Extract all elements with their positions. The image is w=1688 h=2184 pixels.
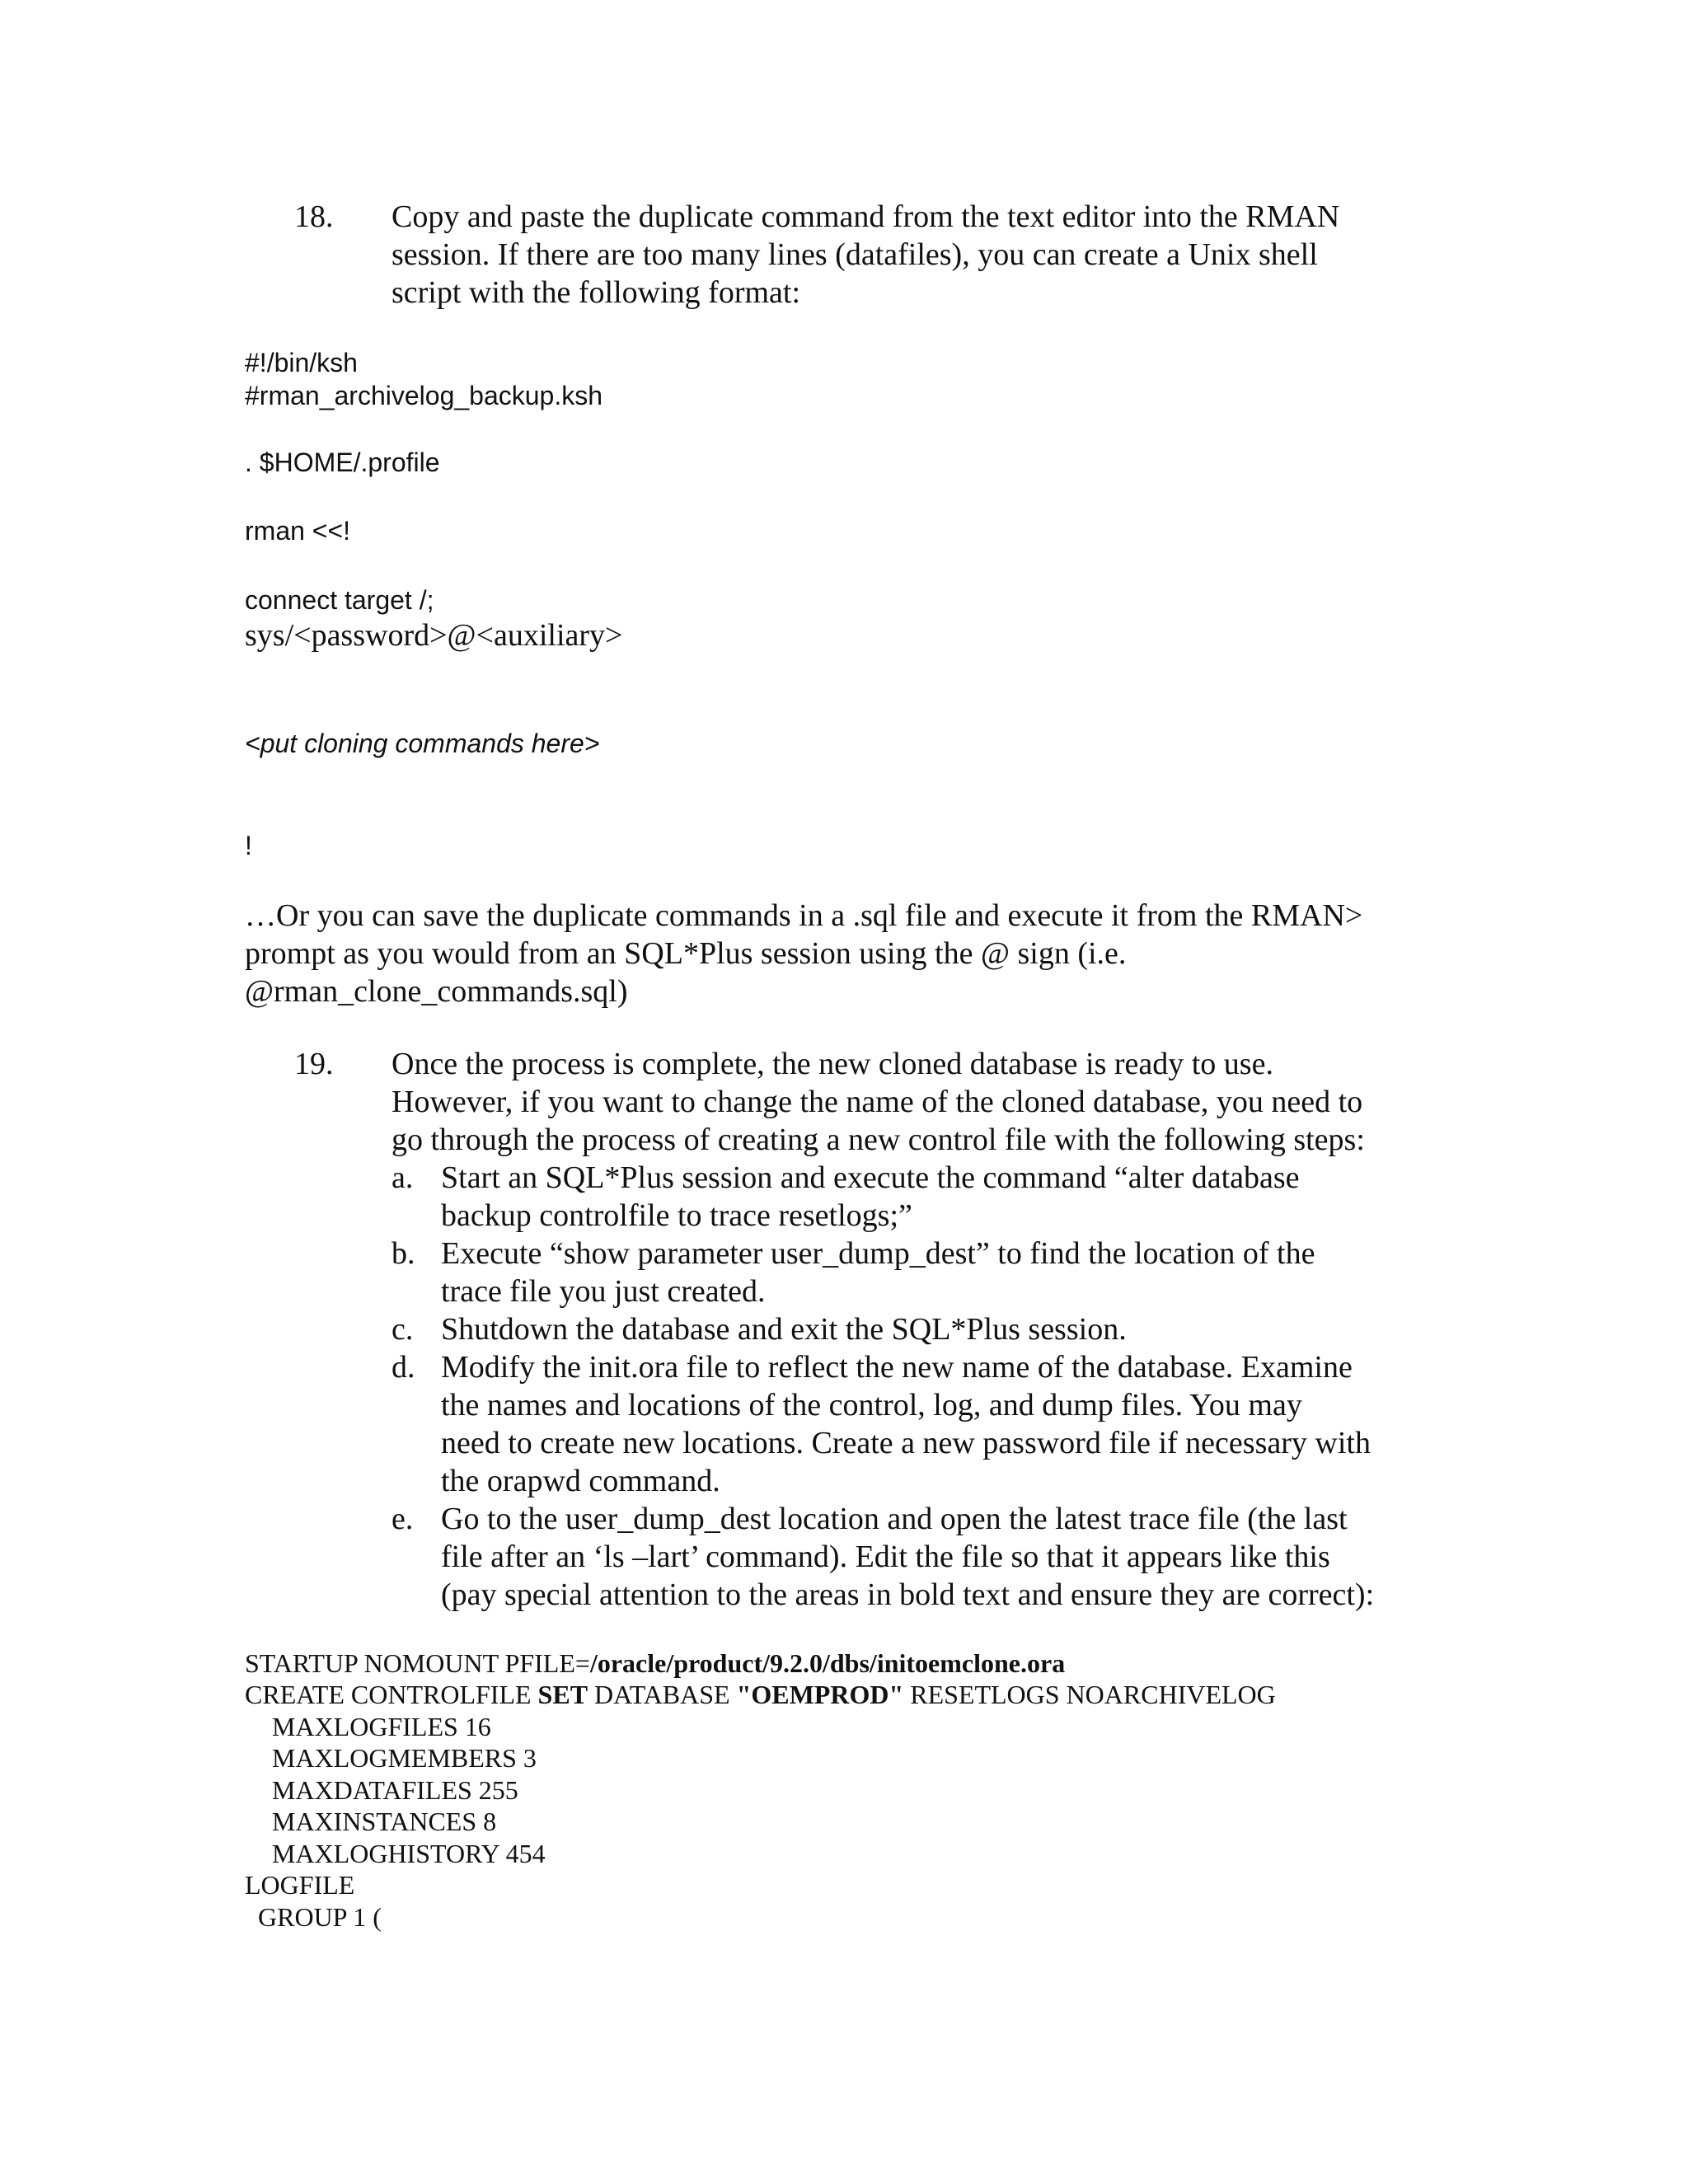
script-rman: rman <<! bbox=[245, 516, 351, 546]
substep-b-letter: b. bbox=[392, 1236, 415, 1271]
substep-b-line-2: trace file you just created. bbox=[441, 1274, 766, 1309]
script-comment: #rman_archivelog_backup.ksh bbox=[245, 381, 603, 410]
or-paragraph-line-1: …Or you can save the duplicate commands in a .sql file and execute it from the RMAN> bbox=[245, 898, 1363, 933]
substep-e-line-1: Go to the user_dump_dest location and open the latest trace file (the last bbox=[441, 1502, 1348, 1536]
step-19-line-3: go through the process of creating a new control file with the following steps: bbox=[392, 1122, 1365, 1157]
sql-create-dbname: "OEMPROD" bbox=[736, 1680, 904, 1709]
substep-a-line-1: Start an SQL*Plus session and execute the command “alter database bbox=[441, 1160, 1300, 1195]
sql-maxinstances: MAXINSTANCES 8 bbox=[272, 1807, 497, 1836]
sql-maxlogfiles: MAXLOGFILES 16 bbox=[272, 1712, 491, 1741]
substep-c-line-1: Shutdown the database and exit the SQL*Plus session. bbox=[441, 1312, 1127, 1347]
sql-maxlogmembers: MAXLOGMEMBERS 3 bbox=[272, 1743, 537, 1773]
sql-create-suffix: RESETLOGS NOARCHIVELOG bbox=[903, 1680, 1276, 1709]
substep-e-line-2: file after an ‘ls –lart’ command). Edit the file so that it appears like this bbox=[441, 1540, 1330, 1574]
substep-d-line-3: need to create new locations. Create a new password file if necessary with bbox=[441, 1426, 1371, 1460]
or-paragraph-line-3: @rman_clone_commands.sql) bbox=[245, 974, 628, 1009]
script-profile: . $HOME/.profile bbox=[245, 448, 440, 477]
script-connect: connect target /; bbox=[245, 585, 434, 615]
sql-create-prefix: CREATE CONTROLFILE bbox=[245, 1680, 538, 1709]
substep-e-line-3: (pay special attention to the areas in bold text and ensure they are correct): bbox=[441, 1577, 1375, 1612]
substep-d-line-2: the names and locations of the control, log, and dump files. You may bbox=[441, 1388, 1302, 1422]
step-19-line-2: However, if you want to change the name of the cloned database, you need to bbox=[392, 1085, 1363, 1119]
substep-e-letter: e. bbox=[392, 1502, 414, 1536]
substep-d-line-4: the orapwd command. bbox=[441, 1464, 720, 1498]
sql-startup-prefix: STARTUP NOMOUNT PFILE= bbox=[245, 1648, 590, 1678]
step-18-line-3: script with the following format: bbox=[392, 275, 801, 310]
step-18-number: 18. bbox=[294, 199, 334, 234]
script-placeholder: <put cloning commands here> bbox=[245, 729, 600, 758]
substep-b-line-1: Execute “show parameter user_dump_dest” to find the location of the bbox=[441, 1236, 1315, 1271]
sql-maxdatafiles: MAXDATAFILES 255 bbox=[272, 1775, 518, 1805]
sql-create-line bbox=[245, 1679, 1276, 1711]
sql-startup-pfile-path: /oracle/product/9.2.0/dbs/initoemclone.ora bbox=[589, 1648, 1066, 1678]
sql-create-mid: DATABASE bbox=[588, 1680, 737, 1709]
substep-a-letter: a. bbox=[392, 1160, 414, 1195]
sql-logfile: LOGFILE bbox=[245, 1870, 355, 1900]
substep-c-letter: c. bbox=[392, 1312, 414, 1347]
sql-maxloghistory: MAXLOGHISTORY 454 bbox=[272, 1839, 546, 1868]
substep-a-line-2: backup controlfile to trace resetlogs;” bbox=[441, 1198, 912, 1233]
step-19-number: 19. bbox=[294, 1047, 334, 1081]
script-terminator: ! bbox=[245, 831, 252, 860]
script-auxiliary: sys/<password>@<auxiliary> bbox=[245, 618, 623, 653]
step-19-line-1: Once the process is complete, the new cloned database is ready to use. bbox=[392, 1047, 1273, 1081]
script-shebang: #!/bin/ksh bbox=[245, 348, 358, 377]
sql-group-1: GROUP 1 ( bbox=[258, 1902, 382, 1932]
step-18-line-1: Copy and paste the duplicate command from the text editor into the RMAN bbox=[392, 199, 1340, 234]
step-18-line-2: session. If there are too many lines (datafiles), you can create a Unix shell bbox=[392, 237, 1318, 272]
substep-d-letter: d. bbox=[392, 1350, 415, 1385]
sql-create-set: SET bbox=[537, 1680, 588, 1709]
sql-startup-line bbox=[245, 1647, 1065, 1680]
substep-d-line-1: Modify the init.ora file to reflect the new name of the database. Examine bbox=[441, 1350, 1353, 1385]
or-paragraph-line-2: prompt as you would from an SQL*Plus session using the @ sign (i.e. bbox=[245, 936, 1127, 971]
